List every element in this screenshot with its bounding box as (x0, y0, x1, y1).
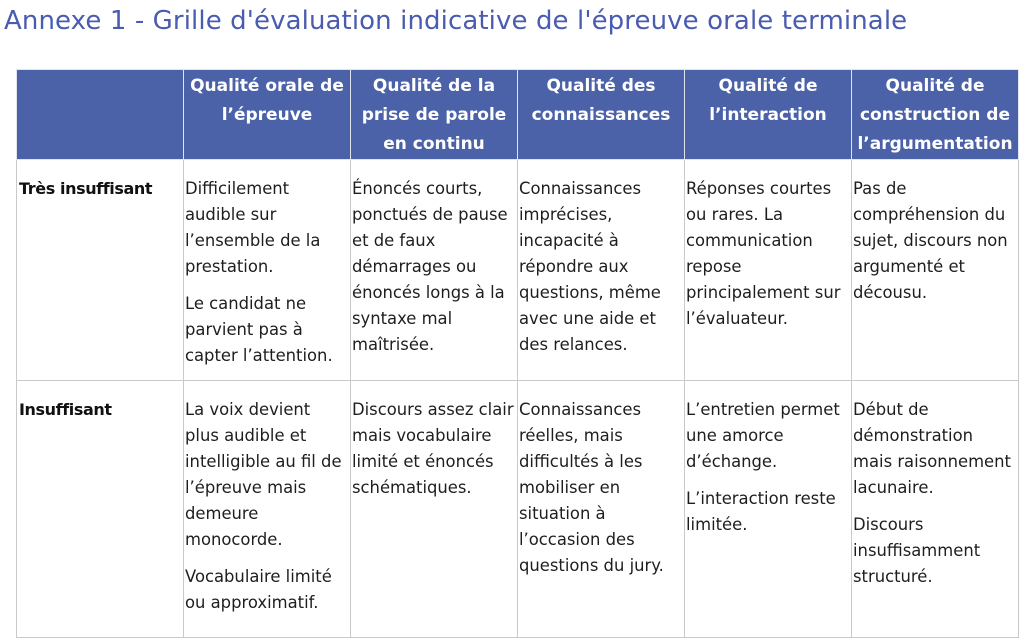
table-cell (351, 381, 518, 638)
cell-paragraph: Discours insuffisamment structuré. (853, 515, 981, 586)
cell-paragraph: Difficilement audible sur l’ensemble de la prestation. (185, 179, 321, 276)
cell-paragraph: Énoncés courts, ponctués de pause et de faux démarrages ou énoncés longs à la syntaxe mal maîtrisée. (352, 179, 508, 354)
table-cell (685, 381, 852, 638)
header-corner-cell (17, 70, 184, 160)
cell-paragraph: Le candidat ne parvient pas à capter l’attention. (185, 294, 333, 365)
cell-paragraph: Discours assez clair mais vocabulaire limité et énoncés schématiques. (352, 400, 514, 497)
table-cell (852, 381, 1019, 638)
table-cell (518, 160, 685, 381)
table-cell (685, 160, 852, 381)
table-row (17, 381, 1019, 638)
table-cell (351, 160, 518, 381)
cell-paragraph: L’entretien permet une amorce d’échange. (686, 400, 840, 471)
cell-paragraph: Pas de compréhension du sujet, discours non argumenté et décousu. (853, 179, 1008, 302)
cell-paragraph: La voix devient plus audible et intelligible au fil de l’épreuve mais demeure monocorde. (185, 400, 342, 549)
table-row (17, 160, 1019, 381)
row-level-label: Insuffisant (19, 400, 112, 419)
column-header-argumentation: Qualité de construction de l’argumentation (852, 70, 1019, 160)
cell-paragraph: L’interaction reste limitée. (686, 489, 836, 534)
table-cell (852, 160, 1019, 381)
row-level-label: Très insuffisant (19, 179, 153, 198)
column-header-oral-quality: Qualité orale de l’épreuve (184, 70, 351, 160)
cell-paragraph: Vocabulaire limité ou approximatif. (185, 567, 332, 612)
row-level-cell (17, 381, 184, 638)
page-title: Annexe 1 - Grille d'évaluation indicative de l'épreuve orale terminale (4, 6, 908, 36)
evaluation-grid-table (16, 69, 1019, 638)
cell-paragraph: Réponses courtes ou rares. La communication repose principalement sur l’évaluateur. (686, 179, 841, 328)
column-header-continuous-speech: Qualité de la prise de parole en continu (351, 70, 518, 160)
table-cell (184, 381, 351, 638)
header-row (17, 70, 1019, 160)
row-level-cell (17, 160, 184, 381)
table-cell (518, 381, 685, 638)
cell-paragraph: Début de démonstration mais raisonnement lacunaire. (853, 400, 1011, 497)
cell-paragraph: Connaissances imprécises, incapacité à répondre aux questions, même avec une aide et des relances. (519, 179, 661, 354)
table-cell (184, 160, 351, 381)
cell-paragraph: Connaissances réelles, mais difficultés à les mobiliser en situation à l’occasion des questions du jury. (519, 400, 664, 575)
column-header-knowledge: Qualité des connaissances (518, 70, 685, 160)
column-header-interaction: Qualité de l’interaction (685, 70, 852, 160)
